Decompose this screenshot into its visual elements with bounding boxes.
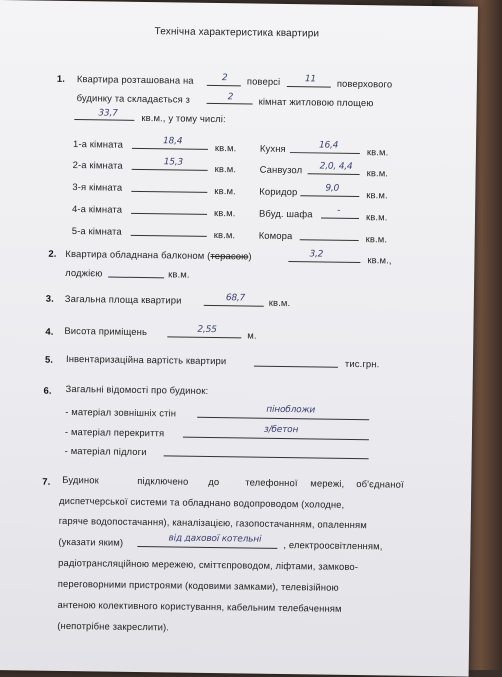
s3-line: [204, 305, 264, 307]
s1-text-f: кв.м., у тому числі:: [141, 111, 226, 125]
s2-balcony-line: [65, 248, 251, 262]
kitchen-unit: кв.м.: [366, 146, 389, 158]
s2-unit: кв.м.,: [367, 254, 392, 266]
s1-floor-value: 2: [221, 73, 228, 84]
s6-ceiling-line: [183, 437, 369, 441]
room-3-line: [131, 191, 207, 193]
s7-line-7: антеною колективного користування, кабельним телебаченням: [57, 598, 342, 614]
s1-living-area-value: 33,7: [98, 108, 118, 119]
s3-unit: кв.м.: [268, 296, 291, 309]
s4-text: Висота приміщень: [64, 324, 148, 338]
room-2-value: 15,3: [163, 157, 184, 168]
s6-walls-value: пінобложи: [266, 404, 316, 416]
room-2-unit: кв.м.: [214, 163, 237, 175]
kitchen-label: Кухня: [259, 142, 286, 155]
s7-line-3: гаряче водопостачання), каналізацією, газопостачанням, опаленням: [58, 514, 367, 531]
room-1-label: 1-а кімната: [72, 138, 124, 150]
section-5-number: 5.: [44, 353, 54, 365]
room-5-unit: кв.м.: [213, 229, 236, 241]
room-2-label: 2-а кімната: [72, 159, 123, 171]
s7-w6: об'єднаної: [356, 478, 404, 490]
s4-height-value: 2,55: [197, 324, 217, 336]
section-3-number: 3.: [45, 292, 55, 304]
s2-text-b: ): [248, 250, 252, 262]
room-5-label: 5-а кімната: [71, 225, 122, 237]
corridor-value: 9,0: [325, 183, 340, 194]
room-5-line: [131, 235, 207, 237]
storage-unit: кв.м.: [365, 233, 388, 245]
s1-floors-line: [287, 86, 331, 88]
room-3-label: 3-я кімната: [72, 181, 123, 193]
s6-floor-line: [164, 455, 369, 459]
s6-ceiling-value: з/бетон: [263, 424, 299, 436]
s4-unit: м.: [247, 329, 257, 341]
s1-text-d: будинку та складається з: [76, 92, 191, 105]
s6-text: Загальні відомості про будинок:: [65, 382, 209, 396]
s2-terrace-struck: терасою: [210, 249, 249, 262]
s7-line-4-rest: , електроосвітленням,: [283, 539, 383, 552]
section-2-number: 2.: [48, 247, 57, 259]
section-6-number: 6.: [43, 384, 52, 396]
corridor-unit: кв.м.: [366, 189, 388, 201]
s2-loggia-label: лоджією: [65, 266, 103, 279]
room-3-unit: кв.м.: [214, 185, 236, 197]
kitchen-value: 16,4: [318, 140, 339, 151]
s1-text-b: поверсі: [246, 75, 281, 87]
storage-line: [300, 239, 359, 241]
s6-walls-line: [197, 417, 369, 420]
room-4-label: 4-а кімната: [72, 203, 123, 215]
corridor-line: [300, 195, 359, 197]
bathroom-label: Санвузол: [259, 163, 303, 176]
closet-value: -: [337, 205, 341, 216]
s3-total-area-value: 68,7: [225, 293, 246, 304]
s7-line-8: (непотрібне закреслити).: [57, 619, 170, 633]
section-1-number: 1.: [56, 72, 66, 84]
room-4-line: [131, 213, 207, 215]
s7-w3: до: [208, 475, 220, 488]
s7-w4: телефонної: [245, 476, 298, 489]
s1-text-c: поверхового: [336, 77, 393, 90]
page-title: Технічна характеристика квартири: [154, 26, 320, 40]
s1-text-a: Квартира розташована на: [76, 73, 194, 86]
s6-walls-label: - матеріал зовнішніх стін: [65, 405, 177, 419]
s6-floor-label: - матеріал підлоги: [64, 444, 147, 458]
room-1-value: 18,4: [162, 136, 183, 147]
room-2-line: [132, 169, 208, 171]
bathroom-value: 2,0, 4,4: [319, 161, 353, 172]
s7-w5: мережі,: [310, 477, 345, 489]
s7-line-2: диспетчерської системи та обладнано водопроводом (холодне,: [58, 494, 345, 510]
s7-line-6: переговорними пристроями (кодовими замками), телевізійною: [57, 577, 339, 593]
room-1-line: [132, 148, 208, 150]
s5-unit: тис.грн.: [344, 357, 380, 370]
s4-line: [167, 336, 241, 338]
room-1-unit: кв.м.: [214, 142, 237, 154]
s1-area-line: [74, 119, 134, 121]
s5-line: [254, 366, 338, 368]
s2-balcony-underline: [288, 261, 360, 263]
closet-label: Вбуд. шафа: [258, 207, 313, 220]
s2-loggia-line: [108, 277, 164, 279]
s1-text-e: кімнат житловою площею: [258, 95, 374, 109]
closet-line: [321, 218, 359, 220]
s6-ceiling-label: - матеріал перекриття: [64, 425, 165, 439]
corridor-label: Коридор: [259, 185, 298, 198]
s1-floor-line: [207, 85, 241, 86]
s2-balcony-value: 3,2: [309, 249, 324, 260]
bathroom-line: [308, 173, 360, 175]
s7-heating-value: від дахової котельні: [168, 533, 262, 545]
s1-rooms-line: [207, 103, 253, 105]
closet-unit: кв.м.: [365, 211, 388, 223]
s5-text: Інвентаризаційна вартість квартири: [65, 352, 227, 367]
s1-rooms-value: 2: [227, 92, 234, 103]
storage-label: Комора: [258, 229, 293, 242]
section-4-number: 4.: [45, 325, 54, 337]
section-7-number: 7.: [42, 475, 51, 487]
s2-loggia-unit: кв.м.: [168, 268, 190, 280]
s7-heating-line: [137, 546, 277, 549]
s7-line-4-label: (указати яким): [58, 535, 124, 548]
bathroom-unit: кв.м.: [366, 167, 389, 179]
kitchen-line: [290, 152, 360, 154]
s1-floors-total-value: 11: [304, 74, 317, 85]
s7-w1: Будинок: [62, 473, 99, 486]
s3-text: Загальна площа квартири: [64, 292, 182, 306]
s2-text-a: Квартира обладнана балконом (: [65, 247, 211, 261]
s7-w2: підключено: [137, 474, 189, 487]
s7-line-5: радіотрансляційною мережею, сміттєпроводом, ліфтами, замково-: [58, 556, 359, 573]
room-4-unit: кв.м.: [213, 207, 236, 219]
